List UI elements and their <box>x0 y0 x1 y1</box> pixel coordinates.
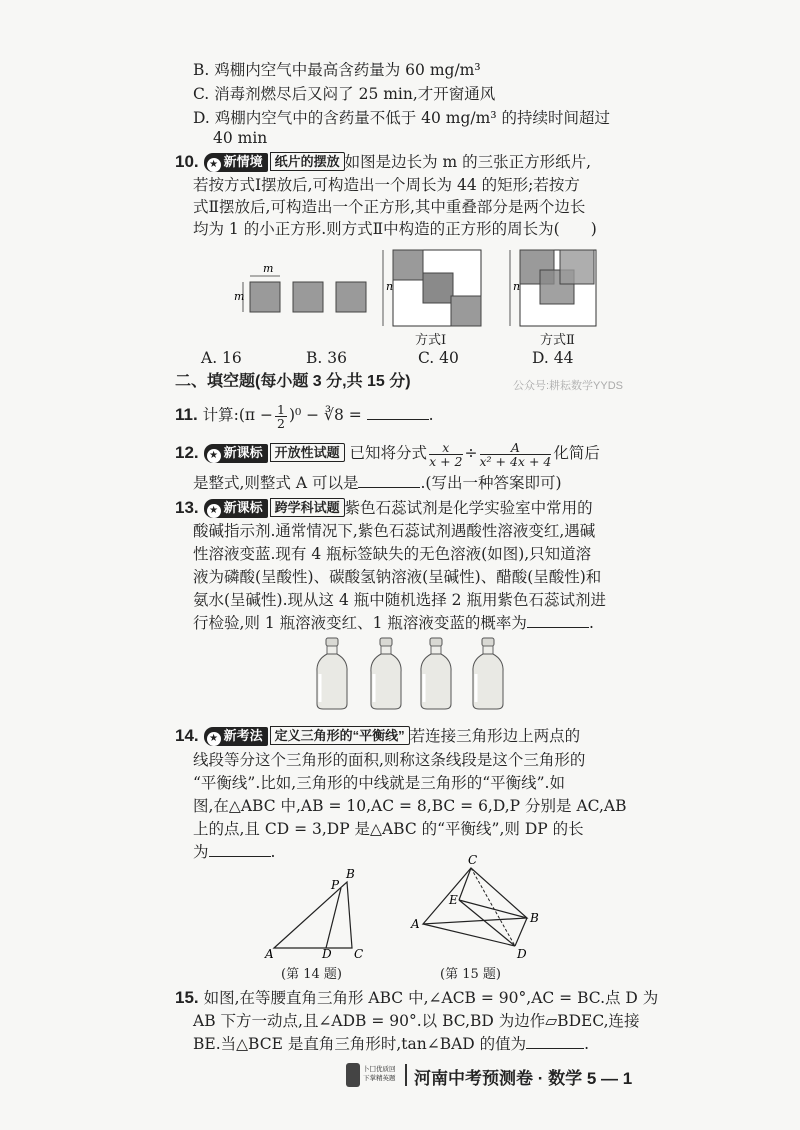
q10-line3: 式Ⅱ摆放后,可构造出一个正方形,其中重叠部分是两个边长 <box>193 198 586 216</box>
q10-option-c: C. 40 <box>418 349 459 367</box>
label-n-2: n <box>513 280 521 293</box>
label-b: B <box>346 867 355 881</box>
footer-divider <box>405 1064 407 1086</box>
label-n-1: n <box>386 280 394 293</box>
label-a: A <box>265 947 274 961</box>
q10-line4: 均为 1 的小正方形.则方式Ⅱ中构造的正方形的周长为( ) <box>193 220 597 238</box>
caption-arrangement-1: 方式Ⅰ <box>415 333 447 348</box>
arrangement-1 <box>383 250 481 326</box>
question-number: 12. <box>175 443 199 462</box>
footer-title: 河南中考预测卷 · 数学 5 — 1 <box>414 1069 633 1088</box>
new-curriculum-badge: ★ 新课标 <box>204 444 268 463</box>
question-number: 13. <box>175 498 199 517</box>
paper-square-1 <box>250 282 280 312</box>
publisher-logo: 卜囗优质回 下掌精英题 <box>346 1063 400 1089</box>
label-p: P <box>331 878 340 892</box>
label-b: B <box>530 911 539 925</box>
q14-figure <box>262 866 382 962</box>
new-situation-badge: ★ 新情境 <box>204 153 268 172</box>
topic-tag: 跨学科试题 <box>270 498 345 517</box>
label-a: A <box>411 917 420 931</box>
fraction-half: $\frac{1}{2}$ <box>277 401 285 431</box>
star-icon: ★ <box>207 449 221 463</box>
caption-q14: (第 14 题) <box>281 967 342 982</box>
bottle-3 <box>421 638 451 709</box>
paper-square-2 <box>293 282 323 312</box>
caption-q15: (第 15 题) <box>440 967 501 982</box>
q14-line3: “平衡线”.比如,三角形的中线就是三角形的“平衡线”.如 <box>193 774 565 792</box>
q14-line4: 图,在△ABC 中,AB = 10,AC = 8,BC = 6,D,P 分别是 AC,AB <box>193 797 627 815</box>
fraction-2: $\frac{A}{\text{x² + 4x + 4}}$ <box>479 439 552 469</box>
segment-dp <box>326 888 341 948</box>
q14-line6: 为 . <box>193 843 276 861</box>
q9-option-d-line1: D. 鸡棚内空气中的含药量不低于 40 mg/m³ 的持续时间超过 <box>193 109 610 127</box>
star-icon: ★ <box>207 504 221 518</box>
topic-tag: 纸片的摆放 <box>270 152 345 171</box>
q14-line5: 上的点,且 CD = 3,DP 是△ABC 的“平衡线”,则 DP 的长 <box>193 820 584 838</box>
new-method-badge: ★ 新考法 <box>204 727 268 746</box>
star-icon: ★ <box>207 732 221 746</box>
triangle-abc <box>423 868 527 924</box>
label-c: C <box>468 854 478 867</box>
q9-option-b: B. 鸡棚内空气中最高含药量为 60 mg/m³ <box>193 61 481 79</box>
paper-squares <box>234 262 366 312</box>
label-c: C <box>354 947 364 961</box>
q10-option-b: B. 36 <box>306 349 347 367</box>
question-number: 14. <box>175 726 199 745</box>
watermark: 公众号:耕耘数学YYDS <box>513 380 624 392</box>
caption-arrangement-2: 方式Ⅱ <box>540 333 575 348</box>
star-icon: ★ <box>207 158 221 172</box>
answer-blank[interactable] <box>527 627 589 628</box>
answer-blank[interactable] <box>358 487 420 488</box>
label-d: D <box>322 947 332 961</box>
question-number: 10. <box>175 152 199 171</box>
q13-line5: 氨水(呈碱性).现从这 4 瓶中随机选择 2 瓶用紫色石蕊试剂进 <box>193 591 606 609</box>
label-d: D <box>517 947 527 961</box>
q14-line1: 14. ★ 新考法 定义三角形的“平衡线” 若连接三角形边上两点的 <box>175 726 581 745</box>
bottle-4 <box>473 638 503 709</box>
bottle-2 <box>371 638 401 709</box>
q13-line6: 行检验,则 1 瓶溶液变红、1 瓶溶液变蓝的概率为 . <box>193 614 594 632</box>
q14-line2: 线段等分这个三角形的面积,则称这条线段是这个三角形的 <box>193 751 586 769</box>
q10-line1 <box>175 152 591 172</box>
q15-line1: 15. 如图,在等腰直角三角形 ABC 中,∠ACB = 90°,AC = BC.点 D 为 <box>175 988 659 1007</box>
answer-blank[interactable] <box>526 1048 584 1049</box>
q15-figure <box>405 854 555 962</box>
answer-blank[interactable] <box>209 856 271 857</box>
q9-option-c: C. 消毒剂燃尽后又闷了 25 min,才开窗通风 <box>193 85 496 103</box>
label-e: E <box>449 893 458 907</box>
paper-square-3 <box>336 282 366 312</box>
q13-line1: 13. ★ 新课标 跨学科试题 紫色石蕊试剂是化学实验室中常用的 <box>175 498 593 517</box>
section-title: 二、填空题(每小题 3 分,共 15 分) <box>175 373 411 390</box>
topic-tag: 开放性试题 <box>270 443 345 462</box>
q12-line1: 12. ★ 新课标 开放性试题 已知将分式 $\frac{x}{x + 2}$ ÷ $\frac{A}{\text{x² + 4x + 4}}$ 化简后 <box>175 439 600 469</box>
q10-option-a: A. 16 <box>201 349 242 367</box>
logo-mark-icon <box>346 1063 360 1087</box>
q12-line2: 是整式,则整式 A 可以是 .(写出一种答案即可) <box>193 474 562 492</box>
label-m-side: m <box>234 290 245 303</box>
fraction-1: $\frac{x}{x + 2}$ <box>429 439 463 469</box>
q10-text: 如图是边长为 m 的三张正方形纸片, <box>344 153 592 171</box>
q15-line2: AB 下方一动点,且∠ADB = 90°.以 BC,BD 为边作▱BDEC,连接 <box>193 1012 640 1030</box>
answer-blank[interactable] <box>367 419 429 420</box>
bottle-1 <box>317 638 347 709</box>
q10-option-d: D. 44 <box>532 349 574 367</box>
question-number: 15. <box>175 988 199 1007</box>
arrangement-2 <box>510 250 596 326</box>
q13-line4: 液为磷酸(呈酸性)、碳酸氢钠溶液(呈碱性)、醋酸(呈酸性)和 <box>193 568 602 586</box>
q15-line3: BE.当△BCE 是直角三角形时,tan∠BAD 的值为 . <box>193 1035 590 1053</box>
q13-line2: 酸碱指示剂.通常情况下,紫色石蕊试剂遇酸性溶液变红,遇碱 <box>193 522 596 540</box>
new-curriculum-badge: ★ 新课标 <box>204 499 268 518</box>
question-number: 11. <box>175 405 198 424</box>
q11: 11. 计算:(π − $\frac{1}{2}$ )⁰ − ∛8 = . <box>175 401 434 431</box>
q13-line3: 性溶液变蓝.现有 4 瓶标签缺失的无色溶液(如图),只知道溶 <box>193 545 592 563</box>
q10-line2: 若按方式Ⅰ摆放后,可构造出一个周长为 44 的矩形;若按方 <box>193 176 580 194</box>
label-m-top: m <box>263 262 274 275</box>
bottles-figure <box>310 636 510 710</box>
topic-tag: 定义三角形的“平衡线” <box>270 726 410 745</box>
q9-option-d-line2: 40 min <box>213 129 268 147</box>
